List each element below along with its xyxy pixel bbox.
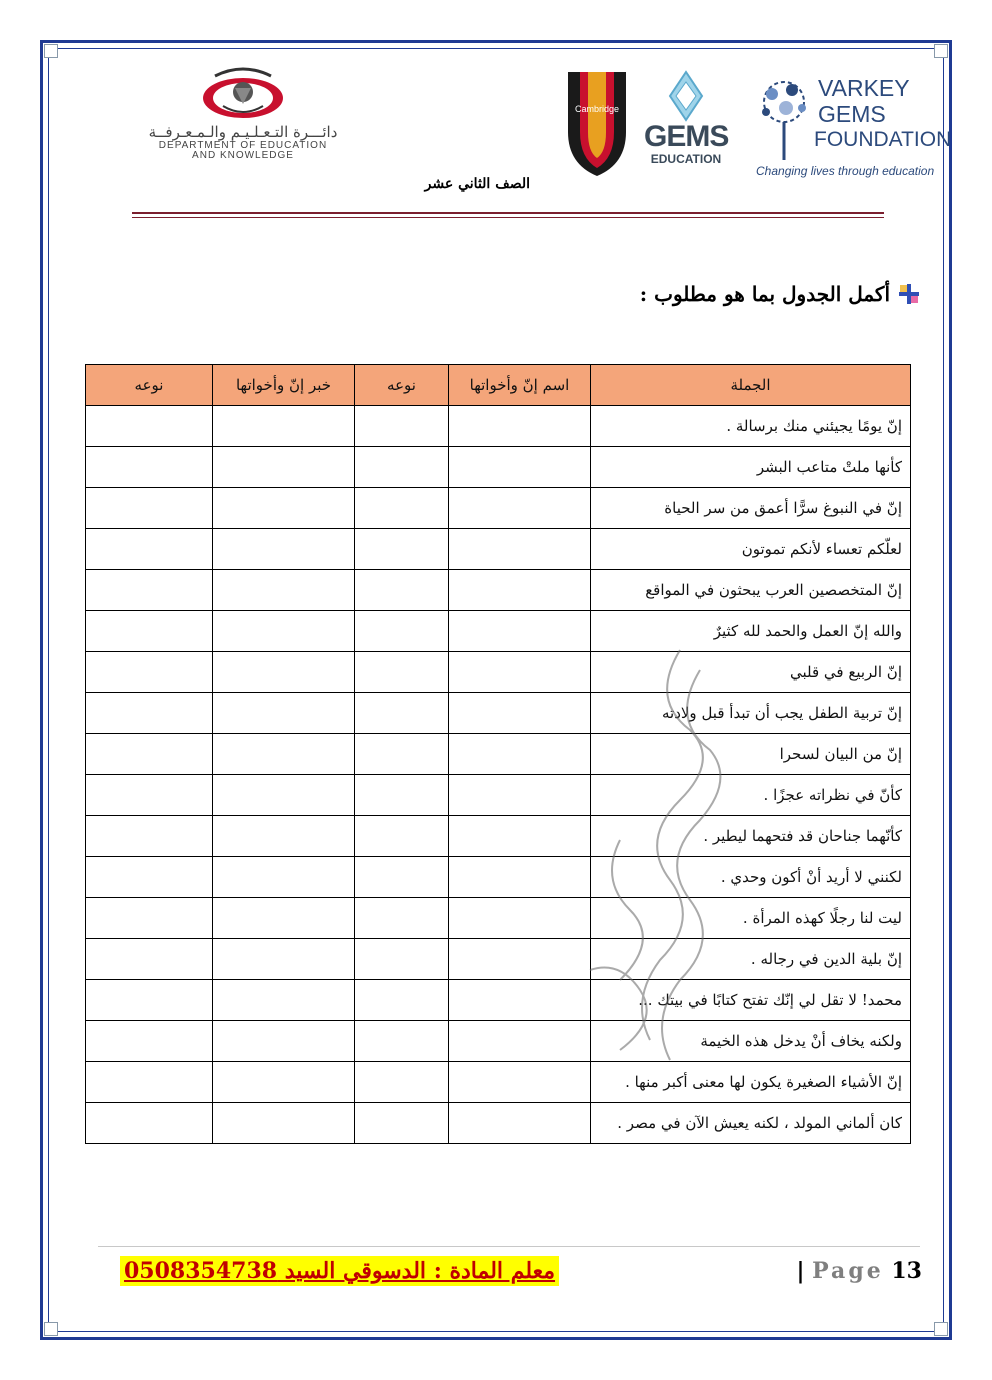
teacher-contact: معلم المادة : الدسوقي السيد 0508354738 (120, 1256, 559, 1286)
answer-cell[interactable] (449, 898, 591, 939)
answer-cell[interactable] (449, 980, 591, 1021)
answer-cell[interactable] (449, 488, 591, 529)
answer-cell[interactable] (213, 775, 355, 816)
answer-cell[interactable] (86, 406, 213, 447)
tree-icon (752, 72, 816, 162)
answer-cell[interactable] (449, 406, 591, 447)
table-row (86, 652, 911, 693)
table-row (86, 406, 911, 447)
sentence-cell: إنّ بلية الدين في رجاله . (591, 939, 911, 980)
emblem-icon (193, 62, 293, 120)
answer-cell[interactable] (355, 1103, 449, 1144)
answer-cell[interactable] (449, 447, 591, 488)
table-row (86, 693, 911, 734)
table-row (86, 734, 911, 775)
answer-cell[interactable] (86, 1021, 213, 1062)
answer-cell[interactable] (86, 857, 213, 898)
answer-cell[interactable] (86, 447, 213, 488)
sentence-cell: إنّ الأشياء الصغيرة يكون لها معنى أكبر منها . (591, 1062, 911, 1103)
answer-cell[interactable] (355, 857, 449, 898)
answer-cell[interactable] (213, 816, 355, 857)
sentence-cell: إنّ الربيع في قلبي (591, 652, 911, 693)
table-row (86, 857, 911, 898)
answer-cell[interactable] (355, 816, 449, 857)
table-row (86, 898, 911, 939)
cambridge-text: Cambridge (574, 104, 620, 114)
header-rule-thin (132, 217, 884, 218)
doe-logo (88, 62, 398, 162)
answer-cell[interactable] (86, 570, 213, 611)
answer-cell[interactable] (86, 775, 213, 816)
answer-cell[interactable] (355, 980, 449, 1021)
answer-cell[interactable] (449, 857, 591, 898)
table-row (86, 939, 911, 980)
answer-cell[interactable] (355, 939, 449, 980)
answer-cell[interactable] (213, 857, 355, 898)
answer-cell[interactable] (213, 529, 355, 570)
answer-cell[interactable] (213, 570, 355, 611)
table-row (86, 775, 911, 816)
sentence-cell: إنّ من البيان لسحرا (591, 734, 911, 775)
gems-logo (644, 70, 728, 182)
header-noun-type: نوعه (355, 365, 449, 406)
answer-cell[interactable] (213, 611, 355, 652)
sentence-cell: كأنها ملتْ متاعب البشر (591, 447, 911, 488)
answer-cell[interactable] (355, 488, 449, 529)
table-row (86, 447, 911, 488)
answer-cell[interactable] (86, 611, 213, 652)
table-row (86, 529, 911, 570)
answer-cell[interactable] (449, 693, 591, 734)
sentence-cell: إنّ يومًا يجيئني منك برسالة . (591, 406, 911, 447)
page-label: Page (812, 1258, 884, 1284)
varkey-tagline: Changing lives through education (756, 164, 935, 178)
doe-arabic-name: دائـــرة التـعـلـيـم والـمـعـرفــة (148, 123, 338, 141)
answer-cell[interactable] (355, 570, 449, 611)
table-row (86, 816, 911, 857)
table-row (86, 1021, 911, 1062)
answer-cell[interactable] (355, 1062, 449, 1103)
diamond-icon (668, 70, 704, 122)
sentence-cell: إنّ المتخصصين العرب يبحثون في المواقع (591, 570, 911, 611)
answer-cell[interactable] (86, 939, 213, 980)
answer-cell[interactable] (449, 734, 591, 775)
answer-cell[interactable] (449, 570, 591, 611)
answer-cell[interactable] (86, 980, 213, 1021)
answer-cell[interactable] (449, 611, 591, 652)
sentence-cell: والله إنّ العمل والحمد لله كثيرٌ (591, 611, 911, 652)
answer-cell[interactable] (86, 529, 213, 570)
answer-cell[interactable] (86, 734, 213, 775)
sentence-cell: لكنني لا أريد أنْ أكون وحدي . (591, 857, 911, 898)
instruction (640, 282, 920, 306)
sentence-cell: كأنّهما جناحان قد فتحهما ليطير . (591, 816, 911, 857)
table-row (86, 1062, 911, 1103)
answer-cell[interactable] (86, 898, 213, 939)
answer-cell[interactable] (213, 1103, 355, 1144)
doe-english-name-2: AND KNOWLEDGE (192, 150, 294, 161)
answer-cell[interactable] (355, 611, 449, 652)
answer-cell[interactable] (86, 1062, 213, 1103)
answer-cell[interactable] (449, 775, 591, 816)
varkey-name: VARKEY (818, 75, 910, 101)
answer-cell[interactable] (213, 488, 355, 529)
answer-cell[interactable] (86, 816, 213, 857)
sentence-cell: لعلّكم تعساء لأنكم تموتون (591, 529, 911, 570)
header-sentence: الجملة (591, 365, 911, 406)
page-number: 13 (891, 1258, 922, 1284)
footer-rule (98, 1246, 920, 1247)
cambridge-logo (566, 70, 628, 178)
corner-ornament (934, 1322, 948, 1336)
answer-cell[interactable] (449, 1103, 591, 1144)
exercise-table (85, 364, 911, 1144)
varkey-gems: GEMS (818, 101, 886, 127)
answer-cell[interactable] (449, 816, 591, 857)
answer-cell[interactable] (86, 693, 213, 734)
sentence-cell: ولكنه يخاف أنْ يدخل هذه الخيمة (591, 1021, 911, 1062)
answer-cell[interactable] (449, 1021, 591, 1062)
answer-cell[interactable] (213, 693, 355, 734)
answer-cell[interactable] (355, 775, 449, 816)
answer-cell[interactable] (355, 652, 449, 693)
answer-cell[interactable] (355, 406, 449, 447)
header-predicate-type: نوعه (86, 365, 213, 406)
answer-cell[interactable] (213, 898, 355, 939)
answer-cell[interactable] (86, 1103, 213, 1144)
table-header-row (86, 365, 911, 406)
answer-cell[interactable] (86, 652, 213, 693)
answer-cell[interactable] (355, 734, 449, 775)
varkey-logo (752, 68, 952, 188)
answer-cell[interactable] (213, 652, 355, 693)
answer-cell[interactable] (213, 406, 355, 447)
answer-cell[interactable] (449, 652, 591, 693)
sentence-cell: ليت لنا رجلًا كهذه المرأة . (591, 898, 911, 939)
answer-cell[interactable] (355, 1021, 449, 1062)
table-row (86, 1103, 911, 1144)
sentence-cell: إنّ في النبوغ سرًّا أعمق من سر الحياة (591, 488, 911, 529)
answer-cell[interactable] (355, 898, 449, 939)
sentence-cell: محمد! لا تقل لي إنّك تفتح كتابًا في بيتك ... (591, 980, 911, 1021)
sentence-cell: إنّ تربية الطفل يجب أن تبدأ قبل ولادته (591, 693, 911, 734)
corner-ornament (44, 44, 58, 58)
header-inna-predicate: خبر إنّ وأخواتها (213, 365, 355, 406)
header-rule (132, 212, 884, 214)
answer-cell[interactable] (213, 1021, 355, 1062)
answer-cell[interactable] (449, 939, 591, 980)
answer-cell[interactable] (86, 488, 213, 529)
sentence-cell: كأنّ في نظراته عجزًا . (591, 775, 911, 816)
answer-cell[interactable] (213, 980, 355, 1021)
answer-cell[interactable] (213, 1062, 355, 1103)
corner-ornament (44, 1322, 58, 1336)
answer-cell[interactable] (355, 447, 449, 488)
answer-cell[interactable] (449, 529, 591, 570)
answer-cell[interactable] (449, 1062, 591, 1103)
answer-cell[interactable] (213, 734, 355, 775)
sentence-cell: كان ألماني المولد ، لكنه يعيش الآن في مصر . (591, 1103, 911, 1144)
answer-cell[interactable] (355, 529, 449, 570)
answer-cell[interactable] (355, 693, 449, 734)
table-row (86, 570, 911, 611)
answer-cell[interactable] (213, 939, 355, 980)
header-inna-noun: اسم إنّ وأخواتها (449, 365, 591, 406)
table-row (86, 488, 911, 529)
doe-english-name: DEPARTMENT OF EDUCATION (158, 140, 328, 151)
page-indicator: | Page 13 (796, 1258, 922, 1284)
varkey-foundation: FOUNDATION (814, 128, 952, 151)
gems-sub: EDUCATION (650, 152, 722, 166)
table-row (86, 611, 911, 652)
corner-ornament (934, 44, 948, 58)
answer-cell[interactable] (213, 447, 355, 488)
bullet-icon (898, 283, 920, 305)
grade-label: الصف الثاني عشر (424, 176, 530, 192)
table-row (86, 980, 911, 1021)
instruction-text: أكمل الجدول بما هو مطلوب : (639, 282, 890, 306)
gems-name: GEMS (644, 120, 729, 153)
